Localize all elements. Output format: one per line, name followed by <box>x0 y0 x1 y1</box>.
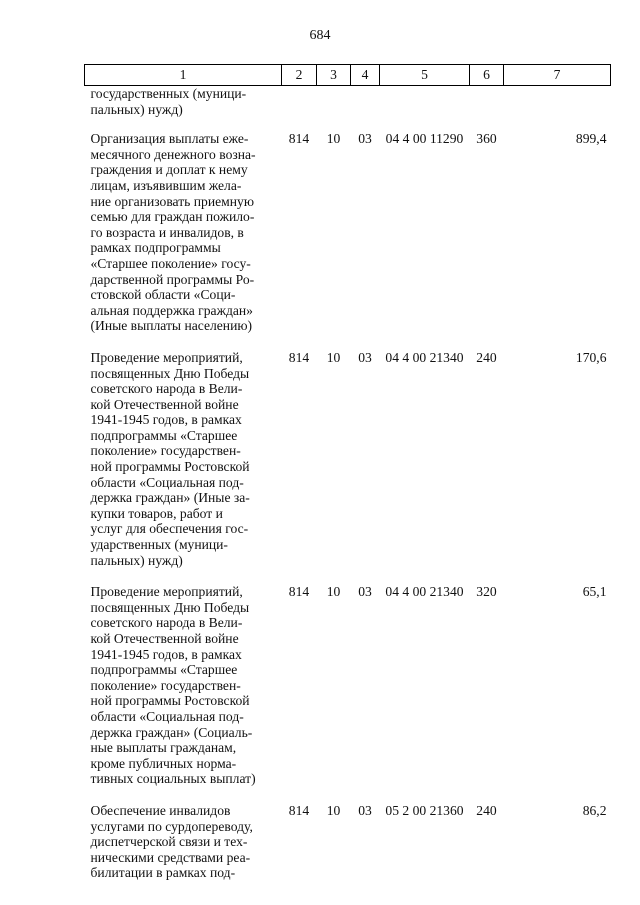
header-row <box>85 65 611 86</box>
expense-type-code: 360 <box>476 131 497 147</box>
section-code: 10 <box>326 131 341 147</box>
description-line: 1941-1945 годов, в рамках <box>90 412 242 428</box>
description-line: ные выплаты гражданам, <box>90 740 237 756</box>
description-line: посвященных Дню Победы <box>90 599 250 615</box>
column-header: 2 <box>282 65 317 86</box>
ministry-code: 814 <box>288 802 310 818</box>
continuation-row <box>85 86 611 132</box>
description-line: поколение» государствен- <box>90 677 241 693</box>
description-line: кой Отечественной войне <box>90 396 239 412</box>
column-header: 7 <box>504 65 611 86</box>
description-line: ние организовать приемную <box>90 193 254 209</box>
amount: 65,1 <box>582 584 607 600</box>
description-line: Обеспечение инвалидов <box>90 802 231 818</box>
description-line: Организация выплаты еже- <box>90 131 249 147</box>
description-line: держка граждан» (Иные за- <box>90 490 250 506</box>
description-line: услугами по сурдопереводу, <box>90 818 253 834</box>
row-description <box>85 803 282 897</box>
amount: 86,2 <box>582 802 607 818</box>
description-line: тивных социальных выплат) <box>90 771 256 787</box>
description-line: ной программы Ростовской <box>90 693 250 709</box>
expense-type-code: 240 <box>476 349 497 365</box>
description-line: кой Отечественной войне <box>90 631 239 646</box>
description-line: подпрограммы «Старшее <box>90 662 238 678</box>
description-line: области «Социальная под- <box>90 474 244 490</box>
description-line: альная поддержка граждан» <box>90 302 253 318</box>
description-line: ударственных (муници- <box>90 537 228 553</box>
description-line: области «Социальная под- <box>90 708 244 724</box>
table-row <box>85 131 611 350</box>
column-header: 4 <box>351 65 380 86</box>
description-line: пальных) нужд) <box>90 101 183 117</box>
description-line: го возраста и инвалидов, в <box>90 224 244 240</box>
target-code: 05 2 00 21360 <box>385 802 464 818</box>
description-line: ной программы Ростовской <box>90 459 250 475</box>
table-row <box>85 803 611 897</box>
column-header: 1 <box>85 65 282 86</box>
description-line: услуг для обеспечения гос- <box>90 521 249 537</box>
description-line: посвященных Дню Победы <box>90 365 250 381</box>
column-header: 3 <box>317 65 351 86</box>
ministry-code: 814 <box>288 349 310 365</box>
description-line: 1941-1945 годов, в рамках <box>90 646 242 662</box>
page-number: 684 <box>309 28 331 43</box>
description-line: Проведение мероприятий, <box>90 584 243 600</box>
row-description <box>85 584 282 803</box>
subsection-code: 03 <box>358 131 372 147</box>
column-header: 5 <box>380 65 470 86</box>
subsection-code: 03 <box>358 584 372 600</box>
description-line: «Старшее поколение» госу- <box>90 255 251 271</box>
description-line: лицам, изъявившим жела- <box>90 177 242 193</box>
row-description <box>85 131 282 350</box>
description-line: ническими средствами реа- <box>90 849 251 865</box>
description-line: государственных (муници- <box>90 86 247 101</box>
amount: 170,6 <box>575 349 607 365</box>
section-code: 10 <box>326 349 341 365</box>
table-row <box>85 350 611 584</box>
description-line: месячного денежного возна- <box>90 146 256 162</box>
description-line: пальных) нужд) <box>90 552 183 568</box>
description-line: рамках подпрограммы <box>90 240 221 256</box>
description-line: купки товаров, работ и <box>90 505 223 521</box>
description-line: (Иные выплаты населению) <box>90 318 253 334</box>
expense-type-code: 320 <box>476 584 497 600</box>
description-line: граждения и доплат к нему <box>90 162 248 178</box>
column-header: 6 <box>470 65 504 86</box>
description-line: диспетчерской связи и тех- <box>90 834 248 850</box>
amount: 899,4 <box>575 131 607 147</box>
description-line: держка граждан» (Социаль- <box>90 724 253 740</box>
description-line: кроме публичных норма- <box>90 755 237 771</box>
row-description <box>85 350 282 584</box>
description-line: семью для граждан пожило- <box>90 209 255 225</box>
description-line: советского народа в Вели- <box>90 381 243 397</box>
target-code: 04 4 00 21340 <box>385 584 464 600</box>
budget-table <box>84 64 611 897</box>
section-code: 10 <box>326 584 341 600</box>
target-code: 04 4 00 11290 <box>385 131 464 147</box>
ministry-code: 814 <box>288 131 310 147</box>
ministry-code: 814 <box>288 584 310 600</box>
subsection-code: 03 <box>358 349 372 365</box>
description-line: Проведение мероприятий, <box>90 349 243 365</box>
target-code: 04 4 00 21340 <box>385 349 464 365</box>
continuation-description <box>85 86 282 132</box>
description-line: дарственной программы Ро- <box>90 271 255 287</box>
description-line: поколение» государствен- <box>90 443 241 459</box>
description-line: подпрограммы «Старшее <box>90 427 238 443</box>
table-row <box>85 584 611 803</box>
section-code: 10 <box>326 802 341 818</box>
expense-type-code: 240 <box>476 802 497 818</box>
subsection-code: 03 <box>358 802 372 818</box>
description-line: стовской области «Соци- <box>90 287 236 303</box>
description-line: билитации в рамках под- <box>90 865 236 881</box>
description-line: советского народа в Вели- <box>90 615 243 631</box>
